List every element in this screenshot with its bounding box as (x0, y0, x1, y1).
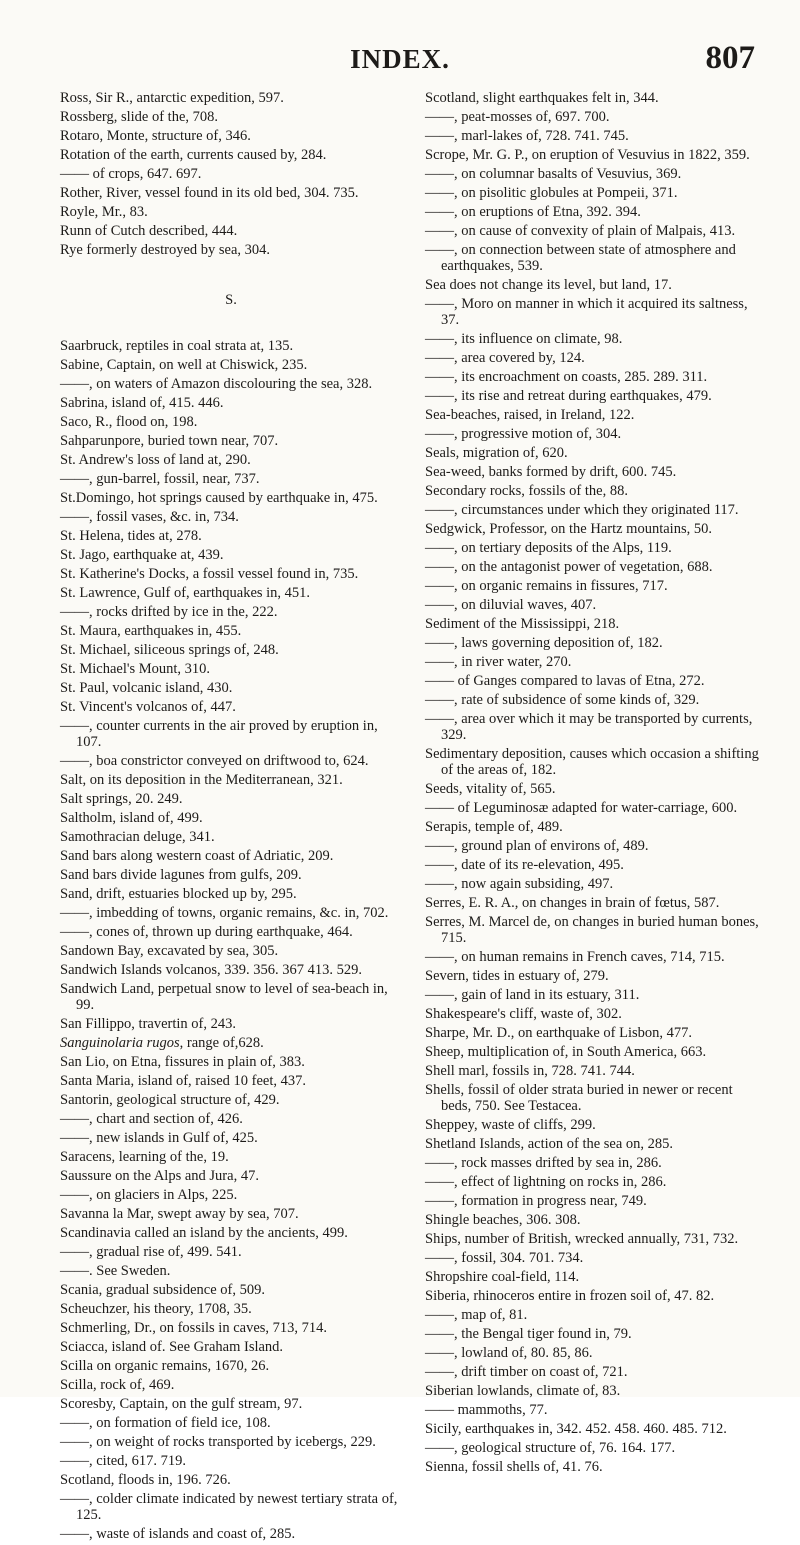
index-entry: Sabine, Captain, on well at Chiswick, 235. (60, 357, 308, 373)
left-column (60, 90, 402, 1545)
index-entry: Sediment of the Mississippi, 218. (425, 616, 620, 632)
index-entry: ——, peat-mosses of, 697. 700. (425, 109, 610, 125)
index-entry: Sedgwick, Professor, on the Hartz mountains, 50. (425, 521, 712, 537)
index-entry: Siberia, rhinoceros entire in frozen soil of, 47. 82. (425, 1288, 715, 1304)
index-entry: ——, gun-barrel, fossil, near, 737. (60, 471, 260, 487)
index-entry: ——, area covered by, 124. (425, 350, 585, 366)
entries-right-list (425, 90, 760, 1475)
section-letter-s: S. (225, 292, 237, 308)
index-entry: ——, formation in progress near, 749. (425, 1193, 647, 1209)
index-entry: Scandinavia called an island by the ancients, 499. (60, 1225, 348, 1241)
index-entry: ——, laws governing deposition of, 182. (425, 635, 663, 651)
index-entry: San Fillippo, travertin of, 243. (60, 1016, 236, 1032)
index-entry: Siberian lowlands, climate of, 83. (425, 1383, 621, 1399)
index-entry: ——, on glaciers in Alps, 225. (60, 1187, 238, 1203)
index-entry: Scania, gradual subsidence of, 509. (60, 1282, 265, 1298)
index-entry: ——, on pisolitic globules at Pompeii, 371. (425, 185, 678, 201)
index-entry: Samothracian deluge, 341. (60, 829, 215, 845)
index-entry: Shakespeare's cliff, waste of, 302. (425, 1006, 622, 1022)
index-entry: St. Michael, siliceous springs of, 248. (60, 642, 279, 658)
index-entry: ——, its influence on climate, 98. (425, 331, 623, 347)
index-entry: Severn, tides in estuary of, 279. (425, 968, 609, 984)
index-entry: Savanna la Mar, swept away by sea, 707. (60, 1206, 299, 1222)
index-entry: ——, on formation of field ice, 108. (60, 1415, 271, 1431)
entries-s-section (60, 338, 402, 1542)
index-entry: ——, on waters of Amazon discolouring the sea, 328. (60, 376, 373, 392)
index-entry: Sandwich Islands volcanos, 339. 356. 367 413. 529. (60, 962, 363, 978)
index-entry: ——, rate of subsidence of some kinds of, 329. (425, 692, 700, 708)
index-entry: Sabrina, island of, 415. 446. (60, 395, 224, 411)
index-entry: ——, lowland of, 80. 85, 86. (425, 1345, 593, 1361)
index-entry: ——, its encroachment on coasts, 285. 289. 311. (425, 369, 708, 385)
index-entry: Serres, M. Marcel de, on changes in buried human bones, 715. (425, 914, 759, 946)
index-entry: ——, on human remains in French caves, 714, 715. (425, 949, 725, 965)
index-entry: ——, effect of lightning on rocks in, 286. (425, 1174, 667, 1190)
index-entry: ——, on cause of convexity of plain of Malpais, 413. (425, 223, 736, 239)
index-entry: —— of Leguminosæ adapted for water-carriage, 600. (425, 800, 738, 816)
index-entry: ——, geological structure of, 76. 164. 177. (425, 1440, 676, 1456)
index-entry: Saarbruck, reptiles in coal strata at, 135. (60, 338, 294, 354)
index-entry: Sand bars along western coast of Adriatic, 209. (60, 848, 334, 864)
index-entry: Rotation of the earth, currents caused by, 284. (60, 147, 327, 163)
index-entry: San Lio, on Etna, fissures in plain of, 383. (60, 1054, 305, 1070)
index-entry: Seals, migration of, 620. (425, 445, 568, 461)
index-entry: Seeds, vitality of, 565. (425, 781, 556, 797)
index-entry: Sand, drift, estuaries blocked up by, 295. (60, 886, 297, 902)
index-entry: Sandwich Land, perpetual snow to level of sea-beach in, 99. (60, 981, 388, 1013)
index-entry: Sand bars divide lagunes from gulfs, 209. (60, 867, 302, 883)
index-entry: Sienna, fossil shells of, 41. 76. (425, 1459, 603, 1475)
index-entry: ——, rocks drifted by ice in the, 222. (60, 604, 278, 620)
index-entry: St. Helena, tides at, 278. (60, 528, 202, 544)
index-entry: Scheuchzer, his theory, 1708, 35. (60, 1301, 252, 1317)
index-entry: Santa Maria, island of, raised 10 feet, 437. (60, 1073, 307, 1089)
index-entry: ——, on connection between state of atmosphere and earthquakes, 539. (425, 242, 736, 274)
index-entry: ——, on eruptions of Etna, 392. 394. (425, 204, 641, 220)
index-entry: ——, chart and section of, 426. (60, 1111, 243, 1127)
index-entry: ——, on the antagonist power of vegetation, 688. (425, 559, 713, 575)
index-entry: Saco, R., flood on, 198. (60, 414, 198, 430)
index-entry: ——, ground plan of environs of, 489. (425, 838, 649, 854)
index-entry: Sheppey, waste of cliffs, 299. (425, 1117, 596, 1133)
index-entry: Saltholm, island of, 499. (60, 810, 203, 826)
index-entry: Ross, Sir R., antarctic expedition, 597. (60, 90, 284, 106)
index-entry: Scilla, rock of, 469. (60, 1377, 175, 1393)
index-entry: Rotaro, Monte, structure of, 346. (60, 128, 251, 144)
index-entry: ——, date of its re-elevation, 495. (425, 857, 624, 873)
index-entry: ——, fossil, 304. 701. 734. (425, 1250, 584, 1266)
index-entry: Shells, fossil of older strata buried in newer or recent beds, 750. See Testacea. (425, 1082, 733, 1114)
index-entry: Shetland Islands, action of the sea on, 285. (425, 1136, 674, 1152)
index-entry: St. Maura, earthquakes in, 455. (60, 623, 242, 639)
index-entry: ——, Moro on manner in which it acquired its saltness, 37. (425, 296, 748, 328)
index-entry: ——, on weight of rocks transported by icebergs, 229. (60, 1434, 376, 1450)
index-entry: Sedimentary deposition, causes which occasion a shifting of the areas of, 182. (425, 746, 759, 778)
index-entry: ——, on organic remains in fissures, 717. (425, 578, 668, 594)
index-entry: ——, on diluvial waves, 407. (425, 597, 597, 613)
index-entry: —— of crops, 647. 697. (60, 166, 202, 182)
index-entry: ——, cited, 617. 719. (60, 1453, 187, 1469)
index-entry: Sahparunpore, buried town near, 707. (60, 433, 279, 449)
index-entry: Scotland, floods in, 196. 726. (60, 1472, 231, 1488)
index-entry: Ships, number of British, wrecked annually, 731, 732. (425, 1231, 739, 1247)
index-entry: Saussure on the Alps and Jura, 47. (60, 1168, 259, 1184)
index-entry: Shell marl, fossils in, 728. 741. 744. (425, 1063, 635, 1079)
index-entry: ——, boa constrictor conveyed on driftwood to, 624. (60, 753, 369, 769)
index-entry: St. Katherine's Docks, a fossil vessel found in, 735. (60, 566, 359, 582)
index-entry: Scrope, Mr. G. P., on eruption of Vesuvius in 1822, 359. (425, 147, 750, 163)
index-entry: ——, cones of, thrown up during earthquake, 464. (60, 924, 353, 940)
index-entry: St. Jago, earthquake at, 439. (60, 547, 224, 563)
index-entry: Rye formerly destroyed by sea, 304. (60, 242, 271, 258)
index-entry: Santorin, geological structure of, 429. (60, 1092, 280, 1108)
index-entry: ——, its rise and retreat during earthquakes, 479. (425, 388, 712, 404)
index-entry: ——, progressive motion of, 304. (425, 426, 622, 442)
index-entry: St. Vincent's volcanos of, 447. (60, 699, 236, 715)
index-entry: ——, gain of land in its estuary, 311. (425, 987, 640, 1003)
index-entry: ——, drift timber on coast of, 721. (425, 1364, 628, 1380)
index-entry: ——, marl-lakes of, 728. 741. 745. (425, 128, 629, 144)
page-number: 807 (705, 40, 755, 76)
index-entry: Rother, River, vessel found in its old bed, 304. 735. (60, 185, 359, 201)
index-entry: Salt springs, 20. 249. (60, 791, 183, 807)
index-entry: ——, the Bengal tiger found in, 79. (425, 1326, 632, 1342)
index-entry: Serres, E. R. A., on changes in brain of fœtus, 587. (425, 895, 720, 911)
right-column (425, 90, 760, 1478)
index-entry: ——, circumstances under which they originated 117. (425, 502, 739, 518)
index-entry: Secondary rocks, fossils of the, 88. (425, 483, 628, 499)
index-entry: Sea does not change its level, but land, 17. (425, 277, 672, 293)
index-entry: ——, on tertiary deposits of the Alps, 119. (425, 540, 672, 556)
index-entry: ——, map of, 81. (425, 1307, 528, 1323)
index-entry: ——, gradual rise of, 499. 541. (60, 1244, 242, 1260)
index-entry: ——, counter currents in the air proved by eruption in, 107. (60, 718, 378, 750)
index-entry: ——, rock masses drifted by sea in, 286. (425, 1155, 662, 1171)
index-entry: St. Lawrence, Gulf of, earthquakes in, 451. (60, 585, 311, 601)
index-entry: ——, imbedding of towns, organic remains, &c. in, 702. (60, 905, 389, 921)
index-entry: ——, on columnar basalts of Vesuvius, 369. (425, 166, 682, 182)
index-entry: Scilla on organic remains, 1670, 26. (60, 1358, 270, 1374)
index-entry: ——, colder climate indicated by newest tertiary strata of, 125. (60, 1491, 398, 1523)
index-entry: ——, new islands in Gulf of, 425. (60, 1130, 258, 1146)
index-entry: St. Andrew's loss of land at, 290. (60, 452, 251, 468)
index-entry: Shingle beaches, 306. 308. (425, 1212, 581, 1228)
index-entry: Sicily, earthquakes in, 342. 452. 458. 460. 485. 712. (425, 1421, 727, 1437)
index-entry: ——, waste of islands and coast of, 285. (60, 1526, 296, 1542)
index-entry: St.Domingo, hot springs caused by earthquake in, 475. (60, 490, 378, 506)
index-entry: —— of Ganges compared to lavas of Etna, 272. (425, 673, 705, 689)
index-entry: Sea-beaches, raised, in Ireland, 122. (425, 407, 635, 423)
index-entry: St. Paul, volcanic island, 430. (60, 680, 233, 696)
index-entry: ——. See Sweden. (60, 1263, 171, 1279)
index-entry: Sciacca, island of. See Graham Island. (60, 1339, 284, 1355)
index-entry: Saracens, learning of the, 19. (60, 1149, 229, 1165)
index-entry: Sea-weed, banks formed by drift, 600. 745. (425, 464, 677, 480)
index-entry: Royle, Mr., 83. (60, 204, 148, 220)
index-entry: —— mammoths, 77. (425, 1402, 548, 1418)
index-entry: Sanguinolaria rugos, range of,628. (60, 1035, 264, 1051)
page-header-title: INDEX. (350, 44, 450, 74)
index-entry: St. Michael's Mount, 310. (60, 661, 211, 677)
index-entry: Scoresby, Captain, on the gulf stream, 97. (60, 1396, 303, 1412)
index-entry: Shropshire coal-field, 114. (425, 1269, 580, 1285)
index-entry: Scotland, slight earthquakes felt in, 344. (425, 90, 659, 106)
index-entry: Runn of Cutch described, 444. (60, 223, 238, 239)
index-entry: Schmerling, Dr., on fossils in caves, 713, 714. (60, 1320, 328, 1336)
index-entry: Serapis, temple of, 489. (425, 819, 563, 835)
index-entry: ——, now again subsiding, 497. (425, 876, 614, 892)
index-entry: ——, in river water, 270. (425, 654, 572, 670)
index-entry: Rossberg, slide of the, 708. (60, 109, 219, 125)
index-entry: Sheep, multiplication of, in South America, 663. (425, 1044, 707, 1060)
index-entry: Sharpe, Mr. D., on earthquake of Lisbon, 477. (425, 1025, 692, 1041)
index-entry: Sandown Bay, excavated by sea, 305. (60, 943, 279, 959)
index-entry: Salt, on its deposition in the Mediterranean, 321. (60, 772, 343, 788)
index-entry: ——, area over which it may be transported by currents, 329. (425, 711, 753, 743)
index-entry: ——, fossil vases, &c. in, 734. (60, 509, 239, 525)
entries-r-section (60, 90, 402, 258)
